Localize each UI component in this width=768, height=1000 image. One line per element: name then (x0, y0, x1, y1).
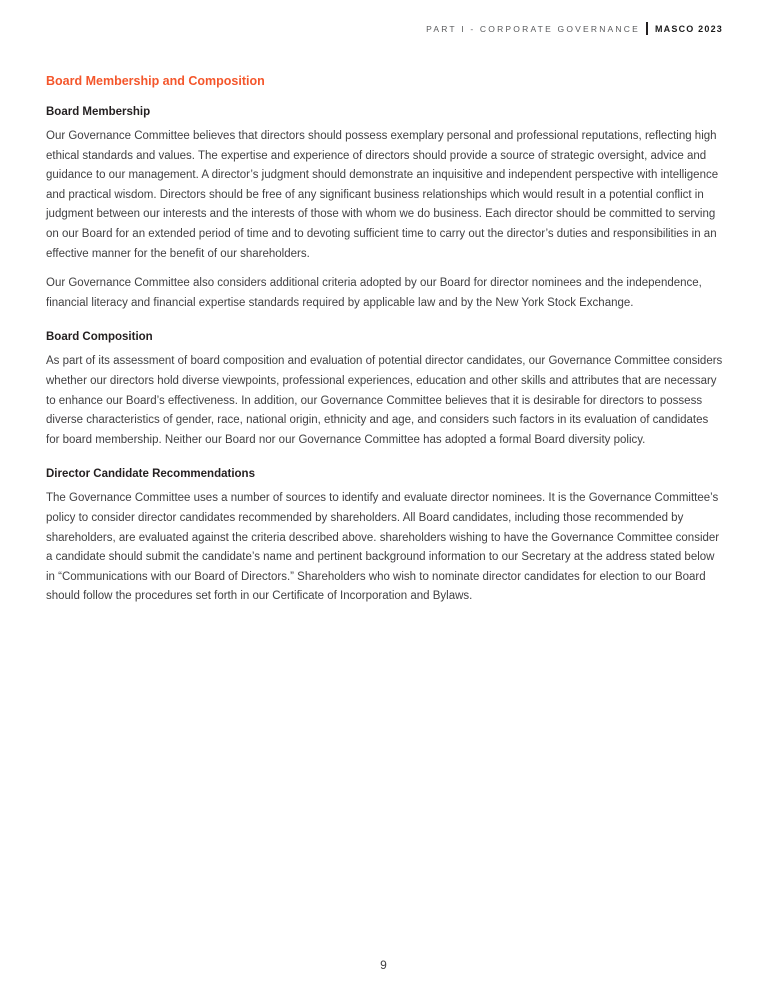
paragraph: Our Governance Committee also considers additional criteria adopted by our Board for director nominees and the independence, financial literacy and financial expertise standards required by applicable law and by the New York Stock Exchange. (46, 277, 702, 309)
document-content (46, 74, 723, 617)
subsection-heading-director-candidate-recommendations: Director Candidate Recommendations (46, 468, 255, 481)
paragraph: The Governance Committee uses a number of sources to identify and evaluate director nominees. It is the Governance Committee’s policy to consider director candidates recommended by shareholders. All Board candidates, including those recommended by shareholders, are evaluated against the criteria described above. shareholders wishing to have the Governance Committee consider a candidate should submit the candidate’s name and pertinent background information to our Secretary at the address stated below in “Communications with our Board of Directors.” Shareholders who wish to nominate director candidates for election to our Board should follow the procedures set forth in our Certificate of Incorporation and Bylaws. (46, 492, 720, 603)
header-brand: MASCO 2023 (654, 23, 723, 34)
page-header (426, 22, 723, 35)
paragraph: As part of its assessment of board composition and evaluation of potential director candidates, our Governance Committee considers whether our directors hold diverse viewpoints, professional experiences, education and other skills and attributes that are necessary to enhance our Board’s effectiveness. In addition, our Governance Committee believes that it is desirable for directors to possess diverse characteristics of gender, race, national origin, ethnicity and age, and considers such factors in its evaluation of candidates for board membership. Neither our Board nor our Governance Committee has adopted a formal Board diversity policy. (46, 355, 723, 446)
section-director-candidate-recommendations (46, 468, 723, 607)
header-part-label: PART I - CORPORATE GOVERNANCE (426, 23, 640, 34)
page-number: 9 (380, 958, 388, 972)
subsection-heading-board-membership: Board Membership (46, 106, 151, 118)
section-board-composition (46, 331, 723, 450)
page-footer (0, 956, 768, 974)
paragraph: Our Governance Committee believes that directors should possess exemplary personal and professional reputations, reflecting high ethical standards and values. The expertise and experience of directors should provide a source of strategic oversight, advice and guidance to our management. A director’s judgment should demonstrate an inquisitive and independent perspective with intelligence and practical wisdom. Directors should be free of any significant business relationships which would result in a potential conflict in judgment between our interests and the interests of those with whom we do business. Each director should be committed to serving on our Board for an extended period of time and to devoting sufficient time to carry out the director’s duties and responsibilities in an effective manner for the benefit of our shareholders. (46, 130, 719, 260)
subsection-heading-board-composition: Board Composition (46, 331, 153, 344)
page-title: Board Membership and Composition (46, 74, 265, 88)
header-divider (646, 22, 648, 35)
section-board-membership (46, 106, 723, 313)
